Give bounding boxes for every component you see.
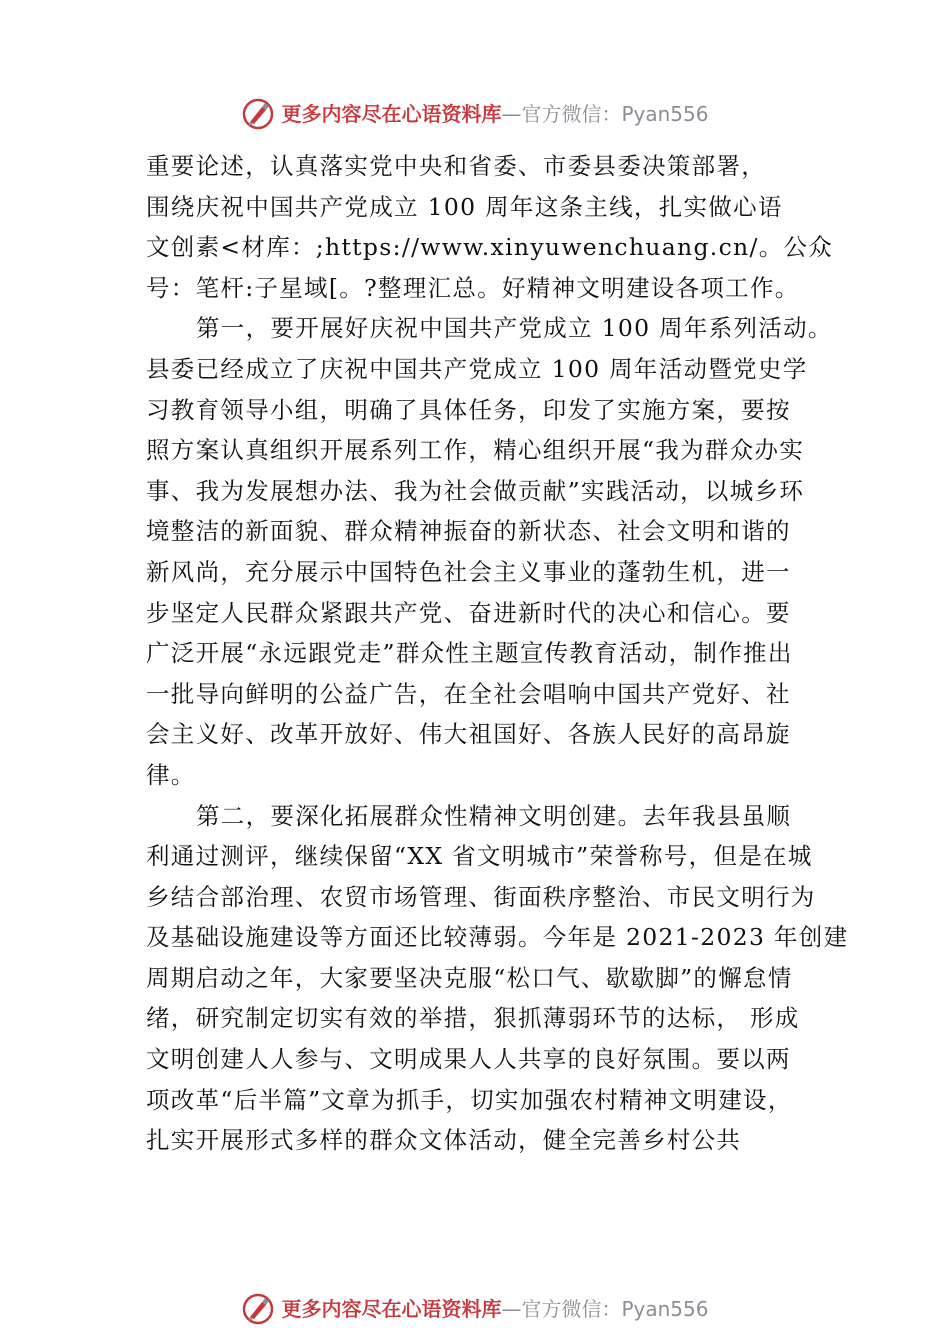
- text-line: 境整洁的新面貌、群众精神振奋的新状态、社会文明和谐的: [146, 517, 791, 546]
- text-line: 步坚定人民群众紧跟共产党、奋进新时代的决心和信心。要: [146, 598, 791, 627]
- watermark-gray-text: —官方微信：Pyan556: [501, 102, 709, 126]
- text-line: 围绕庆祝中国共产党成立 100 周年这条主线，扎实做心语: [146, 192, 783, 221]
- watermark-footer: [0, 1287, 950, 1331]
- text-line: 新风尚，充分展示中国特色社会主义事业的蓬勃生机，进一: [146, 557, 791, 586]
- text-line: 扎实开展形式多样的群众文体活动，健全完善乡村公共: [146, 1126, 742, 1155]
- text-line: 会主义好、改革开放好、伟大祖国好、各族人民好的高昂旋: [146, 720, 791, 749]
- paragraph-start-line: 第一，要开展好庆祝中国共产党成立 100 周年系列活动。: [196, 314, 833, 343]
- text-line: 一批导向鲜明的公益广告，在全社会唱响中国共产党好、社: [146, 679, 791, 708]
- text-line: 县委已经成立了庆祝中国共产党成立 100 周年活动暨党史学: [146, 354, 808, 383]
- text-line: 重要论述，认真落实党中央和省委、市委县委决策部署，: [146, 152, 766, 180]
- watermark-text: [281, 103, 708, 125]
- text-line: 周期启动之年，大家要坚决克服“松口气、歇歇脚”的懈怠情: [146, 963, 793, 992]
- watermark-gray-text: —官方微信：Pyan556: [501, 1297, 709, 1321]
- document-body: [146, 146, 849, 1161]
- text-line: 绪，研究制定切实有效的举措，狠抓薄弱环节的达标， 形成: [146, 1004, 800, 1033]
- watermark-red-text: 更多内容尽在心语资料库: [281, 1297, 502, 1321]
- text-line: 广泛开展“永远跟党走”群众性主题宣传教育活动，制作推出: [146, 639, 793, 668]
- pen-logo-icon: [241, 97, 275, 131]
- text-line: 习教育领导小组，明确了具体任务，印发了实施方案，要按: [146, 395, 791, 424]
- watermark-header: [0, 92, 950, 136]
- paragraph-start-line: 第二，要深化拓展群众性精神文明创建。去年我县虽顺: [196, 801, 792, 830]
- pen-logo-icon: [241, 1292, 275, 1326]
- text-line: 利通过测评，继续保留“XX 省文明城市”荣誉称号，但是在城: [146, 842, 813, 871]
- text-line: 文明创建人人参与、文明成果人人共享的良好氛围。要以两: [146, 1045, 791, 1074]
- text-line: 及基础设施建设等方面还比较薄弱。今年是 2021-2023 年创建: [146, 923, 849, 952]
- text-line: 项改革“后半篇”文章为抓手，切实加强农村精神文明建设，: [146, 1085, 793, 1114]
- text-line: 文创素<材库：;https://www.xinyuwenchuang.cn/。公众: [146, 233, 834, 262]
- text-line: 照方案认真组织开展系列工作，精心组织开展“我为群众办实: [146, 436, 805, 465]
- watermark-red-text: 更多内容尽在心语资料库: [281, 102, 502, 126]
- watermark-text: [281, 1298, 708, 1320]
- text-line: 律。: [146, 760, 196, 789]
- text-line: 号：笔杆:子星域[。?整理汇总。好精神文明建设各项工作。: [146, 273, 800, 302]
- text-line: 事、我为发展想办法、我为社会做贡献”实践活动，以城乡环: [146, 476, 805, 505]
- text-line: 乡结合部治理、农贸市场管理、街面秩序整治、市民文明行为: [146, 882, 816, 911]
